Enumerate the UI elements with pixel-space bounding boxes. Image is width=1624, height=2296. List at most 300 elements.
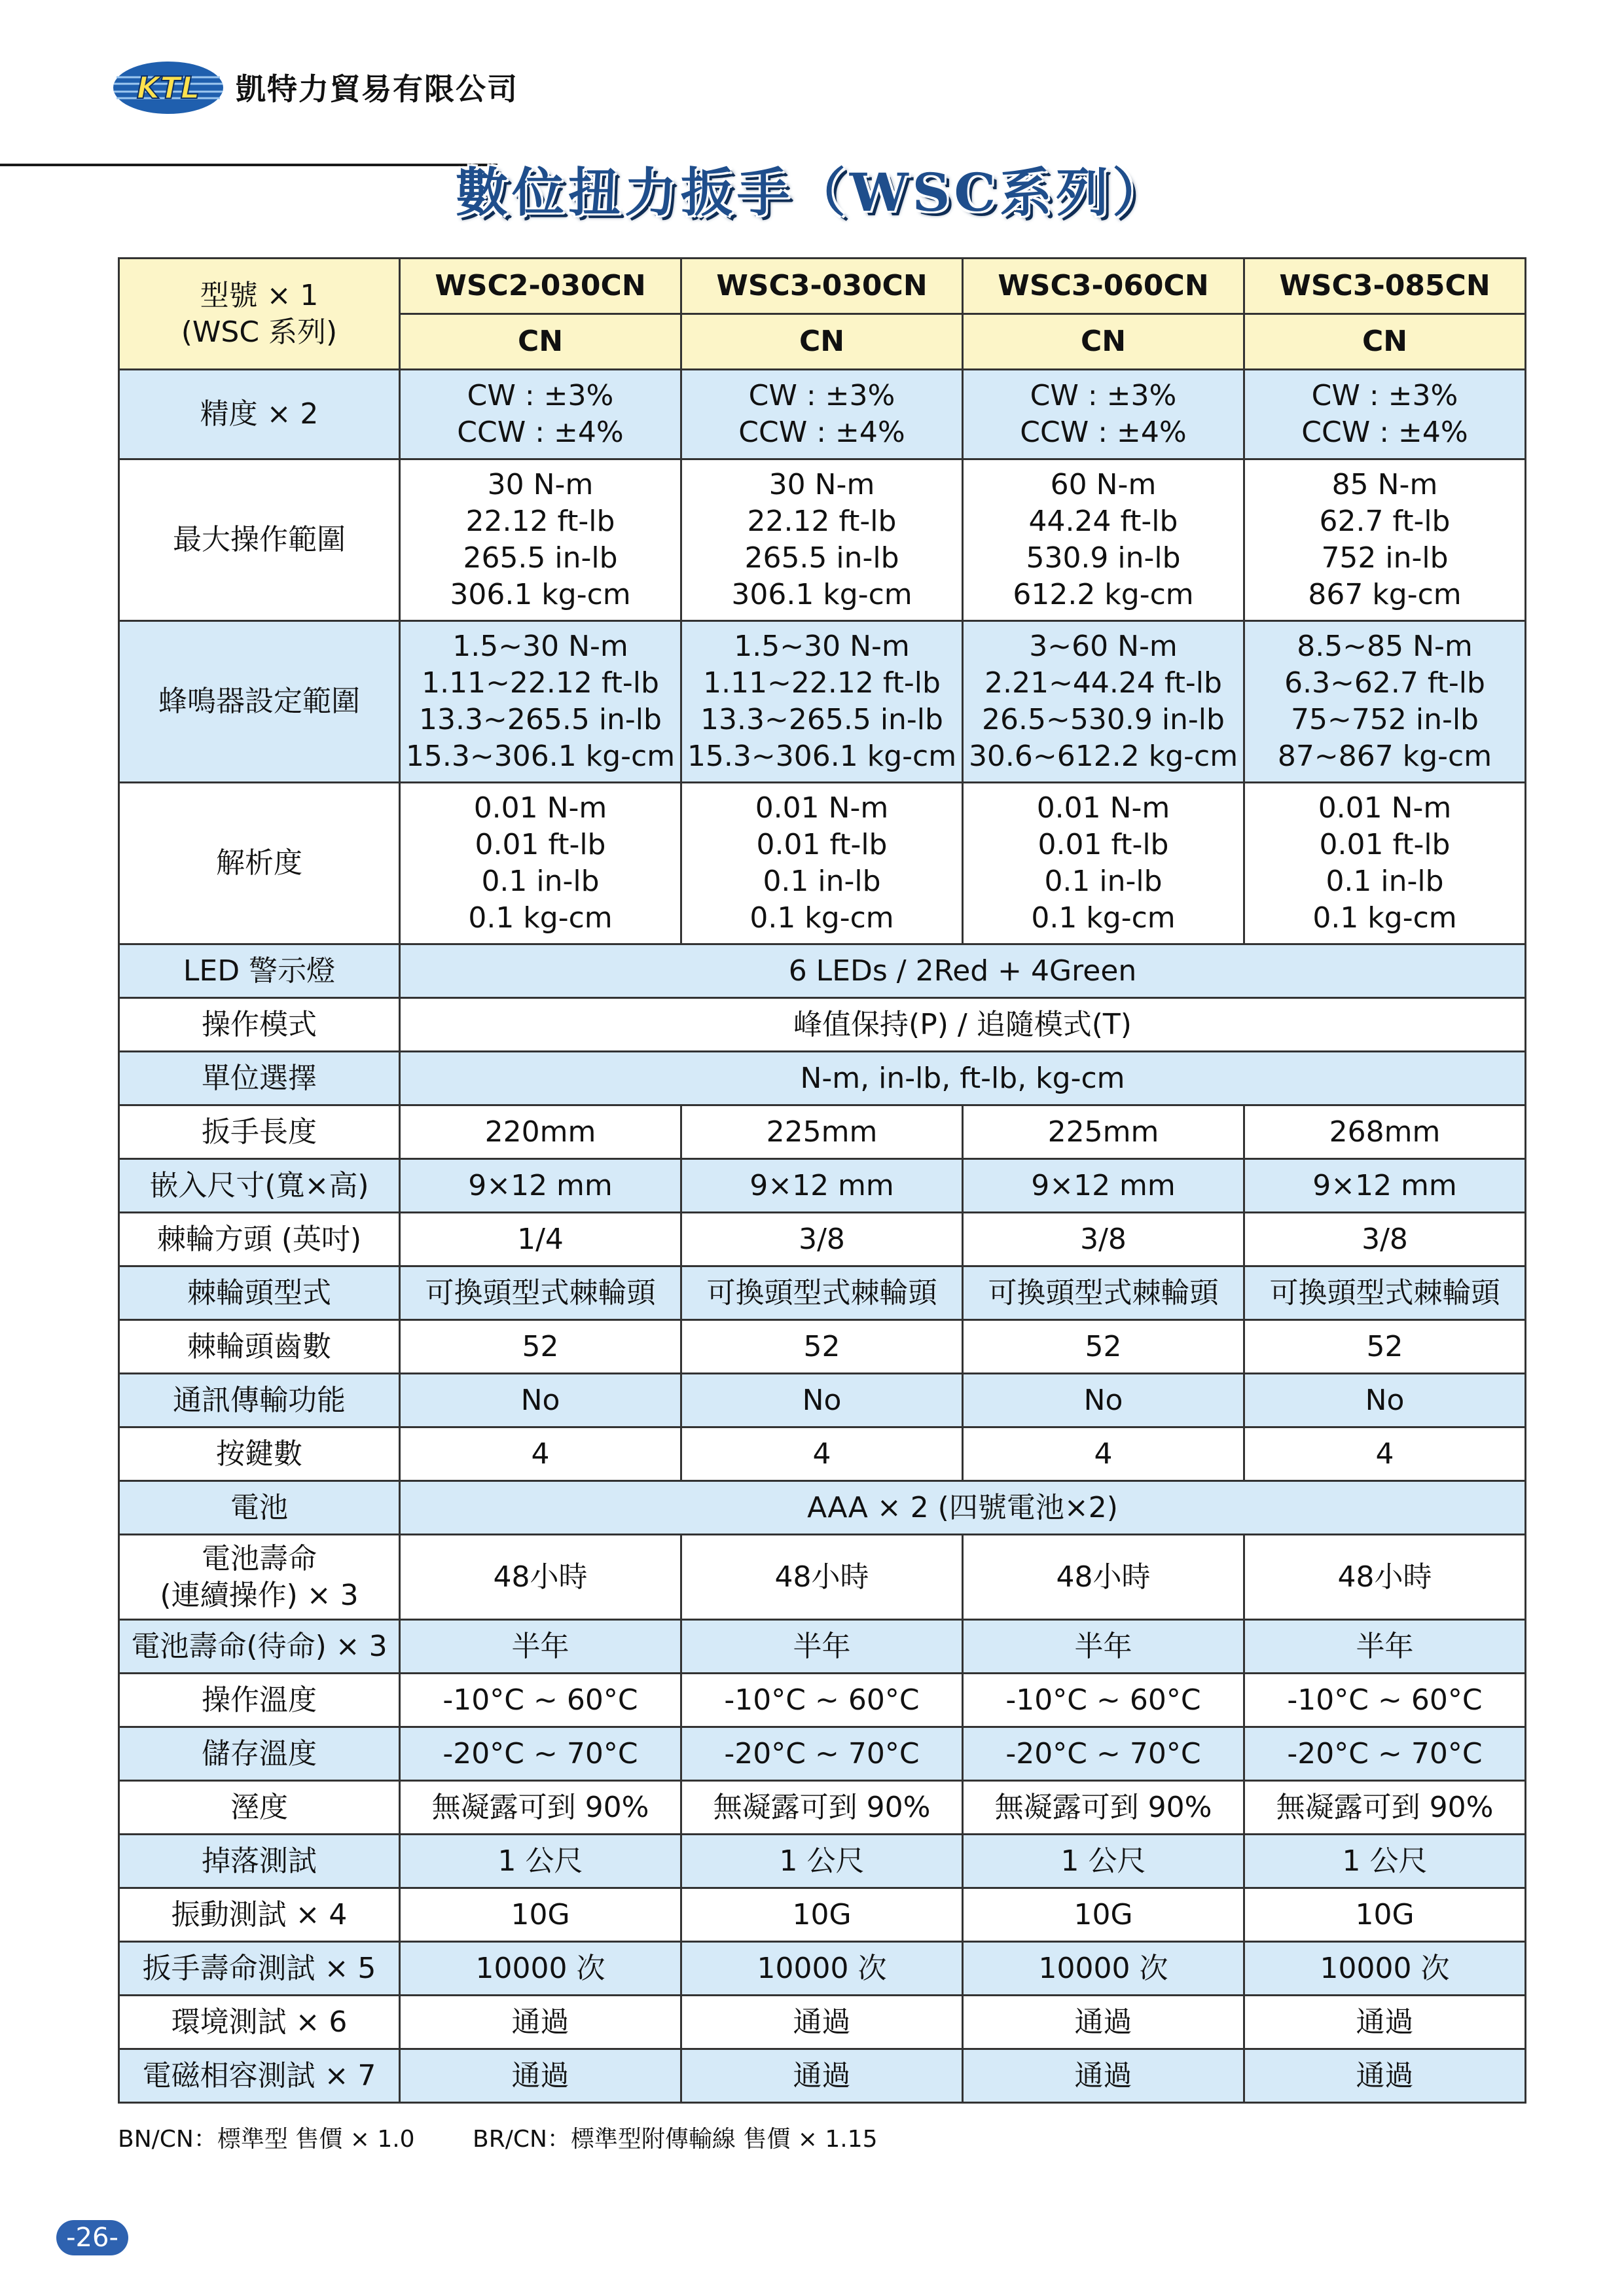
spec-row <box>119 1159 1526 1213</box>
spec-value-cell <box>963 1674 1244 1727</box>
spec-value-cell <box>400 2049 681 2103</box>
spec-value-cell <box>681 2049 963 2103</box>
spec-value-cell <box>400 1942 681 1996</box>
spec-value-line: 26.5~530.9 in-lb <box>982 703 1225 736</box>
model-variant-cell: CN <box>681 314 963 370</box>
spec-label-line: 溼度 <box>230 1790 288 1824</box>
spec-value-line: 3/8 <box>1080 1222 1127 1256</box>
spec-value-line: 1/4 <box>517 1222 564 1256</box>
spec-value-line: 0.1 in-lb <box>1326 865 1444 898</box>
company-name: 凱特力貿易有限公司 <box>236 71 518 107</box>
spec-value-line: 10000 次 <box>1038 1951 1168 1985</box>
spec-value-cell <box>1244 2049 1526 2103</box>
spec-value-line: 44.24 ft-lb <box>1028 505 1178 538</box>
spec-row <box>119 998 1526 1052</box>
spec-label-line: 最大操作範圍 <box>173 523 346 556</box>
spec-label-line: 扳手壽命測試 × 5 <box>142 1951 376 1985</box>
spec-label-line: (連續操作) × 3 <box>160 1578 359 1612</box>
spec-label-cell <box>119 1427 400 1481</box>
spec-value-line: 0.1 in-lb <box>1044 865 1163 898</box>
spec-label-line: 棘輪頭型式 <box>187 1276 331 1310</box>
spec-value-cell <box>963 1888 1244 1942</box>
spec-value-cell <box>400 1052 1526 1105</box>
spec-label-line: 操作溫度 <box>202 1683 317 1717</box>
spec-value-cell <box>1244 1213 1526 1266</box>
spec-value-line: 0.01 N-m <box>1036 791 1170 825</box>
spec-value-line: 52 <box>803 1329 840 1363</box>
spec-row <box>119 1105 1526 1159</box>
spec-value-line: CW : ±3% <box>1311 379 1458 412</box>
spec-label-line: 棘輪頭齒數 <box>187 1329 331 1363</box>
spec-value-line: CCW : ±4% <box>738 416 905 449</box>
spec-row <box>119 1674 1526 1727</box>
spec-value-cell <box>400 783 681 944</box>
spec-value-cell <box>400 1320 681 1374</box>
spec-value-line: 0.01 N-m <box>1318 791 1452 825</box>
spec-value-line: 306.1 kg-cm <box>450 578 631 611</box>
spec-row <box>119 1481 1526 1535</box>
spec-value-line: 0.1 kg-cm <box>468 901 613 935</box>
spec-value-line: 6.3~62.7 ft-lb <box>1284 666 1485 700</box>
spec-label-cell <box>119 2049 400 2103</box>
spec-value-cell <box>1244 621 1526 783</box>
spec-value-line: 0.01 ft-lb <box>1319 828 1451 861</box>
spec-label-cell <box>119 1266 400 1320</box>
spec-label-cell <box>119 1620 400 1674</box>
spec-value-cell <box>963 1727 1244 1781</box>
spec-label-line: 蜂鳴器設定範圍 <box>158 685 360 718</box>
spec-value-cell <box>681 1535 963 1620</box>
spec-value-cell <box>963 1374 1244 1427</box>
spec-value-line: 265.5 in-lb <box>744 541 899 575</box>
spec-value-cell <box>963 1781 1244 1835</box>
spec-label-line: LED 警示燈 <box>183 954 336 988</box>
spec-value-line: -20°C ~ 70°C <box>724 1736 920 1770</box>
spec-value-line: 無凝露可到 90% <box>431 1790 649 1824</box>
spec-value-line: 1 公尺 <box>779 1844 865 1878</box>
spec-value-line: 1 公尺 <box>1342 1844 1428 1878</box>
spec-value-cell <box>963 1620 1244 1674</box>
spec-value-cell <box>1244 1620 1526 1674</box>
spec-row <box>119 1427 1526 1481</box>
spec-value-line: -10°C ~ 60°C <box>1287 1683 1483 1717</box>
spec-value-line: -10°C ~ 60°C <box>442 1683 638 1717</box>
spec-label-cell <box>119 1320 400 1374</box>
spec-row <box>119 1266 1526 1320</box>
spec-value-line: 3/8 <box>799 1222 845 1256</box>
spec-value-line: 2.21~44.24 ft-lb <box>984 666 1222 700</box>
spec-value-line: 4 <box>531 1437 550 1471</box>
spec-value-line: 10G <box>511 1897 570 1931</box>
spec-value-cell <box>963 1159 1244 1213</box>
header-label-cell <box>119 259 400 370</box>
spec-value-line: 220mm <box>484 1115 596 1149</box>
spec-value-line: CCW : ±4% <box>1301 416 1468 449</box>
spec-row <box>119 1320 1526 1374</box>
spec-value-line: N-m, in-lb, ft-lb, kg-cm <box>800 1061 1125 1095</box>
spec-value-cell <box>1244 1674 1526 1727</box>
spec-value-line: 530.9 in-lb <box>1026 541 1181 575</box>
spec-value-cell <box>681 1105 963 1159</box>
spec-value-line: 9×12 mm <box>468 1168 613 1202</box>
spec-value-cell <box>963 370 1244 459</box>
spec-value-line: -20°C ~ 70°C <box>1005 1736 1201 1770</box>
spec-value-line: CCW : ±4% <box>1020 416 1187 449</box>
spec-value-cell <box>681 1888 963 1942</box>
spec-value-cell <box>1244 1727 1526 1781</box>
spec-value-line: 6 LEDs / 2Red + 4Green <box>788 954 1137 988</box>
spec-value-line: CW : ±3% <box>467 379 614 412</box>
spec-value-line: 無凝露可到 90% <box>1276 1790 1494 1824</box>
spec-value-line: 1.5~30 N-m <box>734 630 910 663</box>
spec-label-line: 單位選擇 <box>202 1061 317 1095</box>
spec-label-line: 解析度 <box>216 846 302 880</box>
spec-value-cell <box>400 459 681 621</box>
spec-value-cell <box>400 1888 681 1942</box>
spec-value-line: AAA × 2 (四號電池×2) <box>807 1490 1118 1524</box>
spec-value-line: 1.5~30 N-m <box>452 630 628 663</box>
model-name-cell: WSC3-085CN <box>1244 259 1526 314</box>
spec-value-cell <box>400 621 681 783</box>
spec-value-cell <box>1244 1374 1526 1427</box>
spec-label-line: 電池 <box>230 1490 288 1524</box>
spec-value-line: 可換頭型式棘輪頭 <box>425 1276 656 1310</box>
spec-value-line: 8.5~85 N-m <box>1297 630 1473 663</box>
spec-value-line: 可換頭型式棘輪頭 <box>706 1276 937 1310</box>
spec-value-cell <box>400 1835 681 1888</box>
spec-value-line: 48小時 <box>1056 1560 1151 1594</box>
page-title: 數位扭力扳手（WSC系列） <box>455 162 1169 223</box>
spec-value-cell <box>681 1266 963 1320</box>
spec-value-cell <box>1244 1266 1526 1320</box>
spec-value-line: 30 N-m <box>768 468 875 501</box>
spec-value-line: 13.3~265.5 in-lb <box>700 703 943 736</box>
spec-value-line: 867 kg-cm <box>1308 578 1462 611</box>
footnote-br-cn: BR/CN：標準型附傳輸線 售價 × 1.15 <box>473 2126 878 2153</box>
spec-value-line: -10°C ~ 60°C <box>724 1683 920 1717</box>
spec-value-line: 3~60 N-m <box>1029 630 1178 663</box>
spec-value-line: 半年 <box>1356 1629 1414 1663</box>
spec-value-cell <box>681 783 963 944</box>
spec-value-line: 通過 <box>1074 2058 1132 2092</box>
model-variant-cell: CN <box>1244 314 1526 370</box>
spec-value-line: 4 <box>1094 1437 1113 1471</box>
spec-value-cell <box>963 1535 1244 1620</box>
spec-row <box>119 783 1526 944</box>
spec-value-line: -10°C ~ 60°C <box>1005 1683 1201 1717</box>
spec-row <box>119 621 1526 783</box>
spec-value-line: No <box>1365 1383 1405 1417</box>
spec-value-cell <box>400 1427 681 1481</box>
spec-value-cell <box>681 459 963 621</box>
spec-value-line: 15.3~306.1 kg-cm <box>687 740 957 773</box>
spec-value-line: 通過 <box>793 2005 851 2039</box>
spec-value-cell <box>963 621 1244 783</box>
spec-value-line: 無凝露可到 90% <box>713 1790 931 1824</box>
spec-label-cell <box>119 370 400 459</box>
spec-value-line: No <box>520 1383 560 1417</box>
spec-value-cell <box>963 1835 1244 1888</box>
spec-value-line: 4 <box>812 1437 831 1471</box>
spec-row <box>119 2049 1526 2103</box>
spec-value-line: 752 in-lb <box>1321 541 1449 575</box>
model-variant-cell: CN <box>963 314 1244 370</box>
spec-value-cell <box>963 783 1244 944</box>
spec-value-line: 22.12 ft-lb <box>747 505 897 538</box>
spec-value-line: CW : ±3% <box>748 379 895 412</box>
spec-value-cell <box>963 1266 1244 1320</box>
spec-value-cell <box>681 1942 963 1996</box>
spec-value-line: 75~752 in-lb <box>1291 703 1479 736</box>
spec-value-line: 52 <box>1366 1329 1403 1363</box>
spec-value-cell <box>681 1213 963 1266</box>
spec-value-line: 22.12 ft-lb <box>465 505 615 538</box>
spec-value-line: 半年 <box>1074 1629 1132 1663</box>
spec-value-cell <box>400 1159 681 1213</box>
spec-value-cell <box>1244 1888 1526 1942</box>
spec-value-line: 62.7 ft-lb <box>1319 505 1451 538</box>
spec-value-line: 通過 <box>1074 2005 1132 2039</box>
spec-label-cell <box>119 1674 400 1727</box>
spec-value-line: 15.3~306.1 kg-cm <box>405 740 676 773</box>
spec-value-cell <box>400 1213 681 1266</box>
spec-value-line: 48小時 <box>774 1560 869 1594</box>
spec-label-cell <box>119 1374 400 1427</box>
spec-value-cell <box>1244 1159 1526 1213</box>
spec-row <box>119 459 1526 621</box>
spec-label-cell <box>119 998 400 1052</box>
spec-value-line: 612.2 kg-cm <box>1013 578 1194 611</box>
spec-value-cell <box>681 1159 963 1213</box>
spec-value-cell <box>963 1213 1244 1266</box>
spec-row <box>119 1535 1526 1620</box>
spec-value-cell <box>1244 1835 1526 1888</box>
spec-label-line: 嵌入尺寸(寬×高) <box>149 1168 369 1202</box>
spec-label-cell <box>119 1052 400 1105</box>
spec-value-line: 10G <box>792 1897 852 1931</box>
logo-text: KTL <box>136 70 200 105</box>
spec-value-line: 可換頭型式棘輪頭 <box>988 1276 1219 1310</box>
spec-value-line: 0.1 in-lb <box>763 865 881 898</box>
spec-value-cell <box>400 370 681 459</box>
spec-value-line: 0.1 kg-cm <box>1031 901 1176 935</box>
spec-value-line: 0.01 ft-lb <box>1038 828 1169 861</box>
spec-label-line: 電磁相容測試 × 7 <box>142 2058 376 2092</box>
spec-label-line: 扳手長度 <box>202 1115 317 1149</box>
spec-value-line: 306.1 kg-cm <box>731 578 912 611</box>
spec-value-line: 0.1 kg-cm <box>749 901 894 935</box>
spec-label-cell <box>119 1942 400 1996</box>
spec-value-cell <box>681 1374 963 1427</box>
spec-value-cell <box>1244 1535 1526 1620</box>
spec-value-line: 通過 <box>511 2058 569 2092</box>
spec-value-line: 30 N-m <box>487 468 594 501</box>
spec-value-line: 85 N-m <box>1331 468 1438 501</box>
spec-value-line: 48小時 <box>493 1560 588 1594</box>
spec-value-line: 1 公尺 <box>497 1844 583 1878</box>
spec-value-line: 1.11~22.12 ft-lb <box>703 666 941 700</box>
spec-value-line: 225mm <box>766 1115 878 1149</box>
spec-value-cell <box>1244 459 1526 621</box>
spec-value-line: 0.1 kg-cm <box>1312 901 1457 935</box>
spec-label-line: 掉落測試 <box>202 1844 317 1878</box>
spec-row <box>119 944 1526 998</box>
spec-value-cell <box>1244 1427 1526 1481</box>
spec-value-cell <box>1244 783 1526 944</box>
spec-value-cell <box>681 1727 963 1781</box>
spec-label-cell <box>119 1159 400 1213</box>
spec-label-line: 電池壽命(待命) × 3 <box>131 1629 388 1663</box>
spec-label-line: 儲存溫度 <box>202 1736 317 1770</box>
spec-value-line: 87~867 kg-cm <box>1277 740 1492 773</box>
spec-value-line: 9×12 mm <box>749 1168 894 1202</box>
spec-value-line: 半年 <box>793 1629 851 1663</box>
spec-value-cell <box>963 1105 1244 1159</box>
spec-value-line: 10000 次 <box>757 1951 887 1985</box>
spec-row <box>119 1781 1526 1835</box>
spec-value-line: No <box>1083 1383 1123 1417</box>
spec-value-line: 可換頭型式棘輪頭 <box>1269 1276 1500 1310</box>
spec-label-line: 振動測試 × 4 <box>171 1897 348 1931</box>
spec-value-line: 10000 次 <box>475 1951 605 1985</box>
spec-label-line: 精度 × 2 <box>200 397 319 431</box>
spec-value-line: 0.01 ft-lb <box>756 828 888 861</box>
spec-row <box>119 1052 1526 1105</box>
spec-row <box>119 1213 1526 1266</box>
spec-value-line: 通過 <box>1356 2058 1414 2092</box>
spec-value-cell <box>1244 1996 1526 2049</box>
spec-value-line: 4 <box>1375 1437 1394 1471</box>
spec-table <box>118 257 1526 2104</box>
spec-label-line: 環境測試 × 6 <box>171 2005 348 2039</box>
spec-value-line: 60 N-m <box>1050 468 1157 501</box>
spec-value-cell <box>1244 1781 1526 1835</box>
spec-label-cell <box>119 783 400 944</box>
spec-value-cell <box>681 1427 963 1481</box>
spec-label-cell <box>119 944 400 998</box>
spec-value-line: 10000 次 <box>1320 1951 1450 1985</box>
spec-value-line: 0.01 ft-lb <box>475 828 606 861</box>
spec-value-cell <box>400 1674 681 1727</box>
spec-value-cell <box>681 1781 963 1835</box>
spec-row <box>119 1727 1526 1781</box>
spec-value-cell <box>400 944 1526 998</box>
footnote-bn-cn: BN/CN：標準型 售價 × 1.0 <box>118 2126 415 2153</box>
spec-label-cell <box>119 1105 400 1159</box>
header-row-model <box>119 259 1526 314</box>
model-variant-cell: CN <box>400 314 681 370</box>
spec-value-cell <box>963 459 1244 621</box>
spec-label-cell <box>119 459 400 621</box>
spec-value-line: 0.1 in-lb <box>481 865 600 898</box>
model-name-cell: WSC3-030CN <box>681 259 963 314</box>
spec-value-line: 半年 <box>511 1629 569 1663</box>
spec-value-line: 48小時 <box>1337 1560 1432 1594</box>
spec-value-cell <box>400 1266 681 1320</box>
spec-value-cell <box>400 1727 681 1781</box>
spec-label-cell <box>119 1481 400 1535</box>
spec-value-line: 0.01 N-m <box>473 791 607 825</box>
spec-value-line: 通過 <box>511 2005 569 2039</box>
spec-value-line: 通過 <box>1356 2005 1414 2039</box>
spec-value-line: 225mm <box>1047 1115 1159 1149</box>
spec-label-line: 棘輪方頭 (英吋) <box>156 1222 362 1256</box>
spec-value-line: 13.3~265.5 in-lb <box>419 703 662 736</box>
spec-value-cell <box>963 1996 1244 2049</box>
spec-label-cell <box>119 1996 400 2049</box>
spec-value-line: CW : ±3% <box>1030 379 1177 412</box>
spec-value-cell <box>681 370 963 459</box>
header-label-line: 型號 × 1 <box>200 278 319 312</box>
spec-value-line: 268mm <box>1329 1115 1441 1149</box>
spec-label-cell <box>119 1888 400 1942</box>
spec-value-line: 265.5 in-lb <box>463 541 618 575</box>
spec-row <box>119 1835 1526 1888</box>
spec-value-cell <box>400 1105 681 1159</box>
spec-value-cell <box>1244 370 1526 459</box>
spec-value-line: -20°C ~ 70°C <box>1287 1736 1483 1770</box>
spec-value-line: 52 <box>1085 1329 1122 1363</box>
spec-label-cell <box>119 621 400 783</box>
spec-value-line: 3/8 <box>1362 1222 1408 1256</box>
spec-label-line: 操作模式 <box>202 1007 317 1041</box>
spec-row <box>119 1888 1526 1942</box>
spec-value-cell <box>963 1942 1244 1996</box>
spec-label-cell <box>119 1781 400 1835</box>
spec-value-line: 30.6~612.2 kg-cm <box>968 740 1238 773</box>
spec-value-line: 0.01 N-m <box>755 791 889 825</box>
header-label-line: (WSC 系列) <box>181 315 338 349</box>
page-number: -26- <box>56 2220 128 2255</box>
spec-value-cell <box>400 1374 681 1427</box>
spec-value-cell <box>400 1535 681 1620</box>
spec-value-cell <box>400 1781 681 1835</box>
spec-value-line: CCW : ±4% <box>457 416 624 449</box>
spec-value-cell <box>681 1674 963 1727</box>
spec-value-cell <box>963 1320 1244 1374</box>
spec-value-cell <box>1244 1942 1526 1996</box>
spec-value-line: No <box>802 1383 842 1417</box>
spec-row <box>119 1996 1526 2049</box>
spec-value-line: 峰值保持(P) / 追隨模式(T) <box>793 1007 1132 1041</box>
spec-value-line: 無凝露可到 90% <box>994 1790 1212 1824</box>
spec-label-cell <box>119 1727 400 1781</box>
spec-value-line: 9×12 mm <box>1031 1168 1176 1202</box>
spec-value-cell <box>681 1996 963 2049</box>
spec-label-cell <box>119 1535 400 1620</box>
spec-value-line: -20°C ~ 70°C <box>442 1736 638 1770</box>
spec-value-line: 10G <box>1074 1897 1133 1931</box>
spec-value-cell <box>1244 1105 1526 1159</box>
spec-row <box>119 1620 1526 1674</box>
spec-value-cell <box>963 2049 1244 2103</box>
spec-value-cell <box>681 1620 963 1674</box>
spec-value-cell <box>400 1620 681 1674</box>
spec-value-cell <box>1244 1320 1526 1374</box>
spec-value-cell <box>400 998 1526 1052</box>
ktl-logo <box>111 58 226 118</box>
spec-value-line: 52 <box>522 1329 559 1363</box>
spec-value-cell <box>681 621 963 783</box>
spec-value-line: 通過 <box>793 2058 851 2092</box>
spec-label-cell <box>119 1835 400 1888</box>
spec-value-line: 1.11~22.12 ft-lb <box>422 666 659 700</box>
spec-value-line: 10G <box>1355 1897 1415 1931</box>
spec-row <box>119 370 1526 459</box>
spec-label-line: 按鍵數 <box>216 1437 302 1471</box>
spec-label-line: 通訊傳輸功能 <box>173 1383 346 1417</box>
spec-value-line: 1 公尺 <box>1060 1844 1146 1878</box>
